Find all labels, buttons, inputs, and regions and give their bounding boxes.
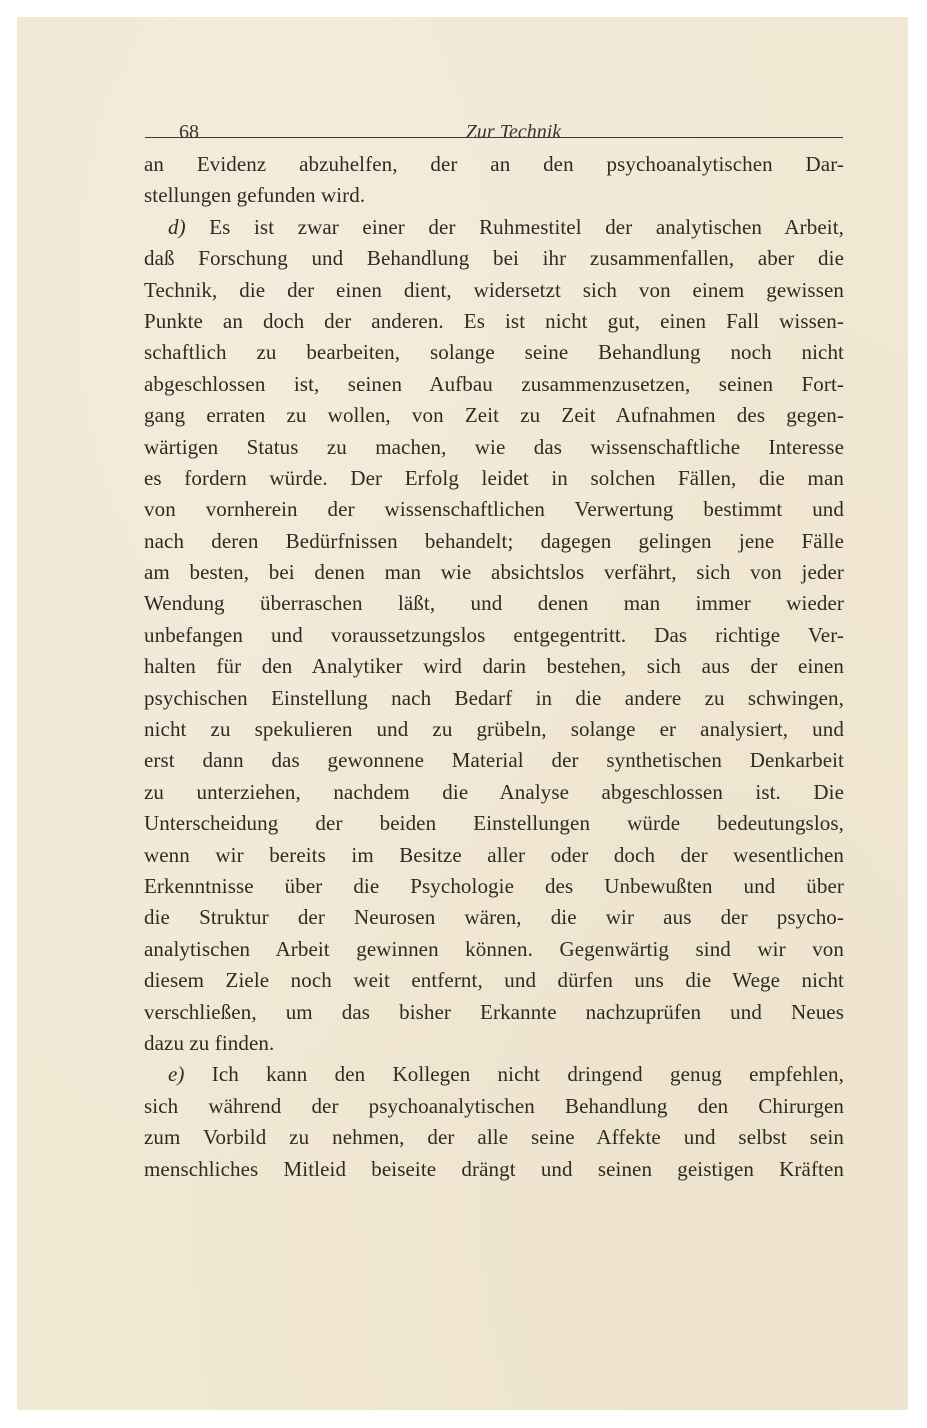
text-line: an Evidenz abzuhelfen, der an den psychoanalytischen Dar- bbox=[144, 152, 844, 176]
text-line: verschließen, um das bisher Erkannte nachzuprüfen und Neues bbox=[144, 999, 844, 1024]
paragraph-e bbox=[144, 1059, 844, 1185]
paragraph-label: e) bbox=[168, 1062, 185, 1087]
running-title: Zur Technik bbox=[465, 121, 562, 143]
text-line: diesem Ziele noch weit entfernt, und dürfen uns die Wege nicht bbox=[144, 968, 844, 993]
text-line: Erkenntnisse über die Psychologie des Unbewußten und über bbox=[144, 873, 844, 898]
text-line: schaftlich zu bearbeiten, solange seine Behandlung noch nicht bbox=[144, 340, 844, 365]
running-head bbox=[167, 118, 860, 148]
text-line: nach deren Bedürfnissen behandelt; dagegen gelingen jene Fälle bbox=[144, 528, 844, 553]
text-line: Technik, die der einen dient, widersetzt sich von einem gewissen bbox=[144, 277, 844, 302]
text-line: unbefangen und voraussetzungslos entgegentritt. Das richtige Ver- bbox=[144, 622, 844, 647]
text-line: die Struktur der Neurosen wären, die wir aus der psycho- bbox=[144, 905, 844, 930]
header-rule bbox=[145, 137, 843, 138]
text-line: Punkte an doch der anderen. Es ist nicht gut, einen Fall wissen- bbox=[144, 308, 844, 333]
text-line bbox=[144, 212, 844, 243]
text-line: halten für den Analytiker wird darin bestehen, sich aus der einen bbox=[144, 654, 844, 679]
text-line: zum Vorbild zu nehmen, der alle seine Affekte und selbst sein bbox=[144, 1125, 844, 1150]
text-line: gang erraten zu wollen, von Zeit zu Zeit Aufnahmen des gegen- bbox=[144, 403, 844, 428]
text-line: wenn wir bereits im Besitze aller oder doch der wesentlichen bbox=[144, 842, 844, 867]
text-line: am besten, bei denen man wie absichtslos verfährt, sich von jeder bbox=[144, 560, 844, 585]
text-line: stellungen gefunden wird. bbox=[144, 183, 366, 208]
text-line: Unterscheidung der beiden Einstellungen würde bedeutungslos, bbox=[144, 811, 844, 836]
text-line-content: Es ist zwar einer der Ruhmestitel der analytischen Arbeit, bbox=[209, 214, 844, 239]
text-line: analytischen Arbeit gewinnen können. Gegenwärtig sind wir von bbox=[144, 936, 844, 961]
text-line: abgeschlossen ist, seinen Aufbau zusammenzusetzen, seinen Fort- bbox=[144, 371, 844, 396]
paragraph-label: d) bbox=[168, 214, 186, 239]
text-line: erst dann das gewonnene Material der synthetischen Denkarbeit bbox=[144, 748, 844, 773]
text-line: nicht zu spekulieren und zu grübeln, solange er analysiert, und bbox=[144, 717, 844, 742]
body-text bbox=[144, 149, 844, 1185]
text-line: psychischen Einstellung nach Bedarf in die andere zu schwingen, bbox=[144, 685, 844, 710]
text-line: wärtigen Status zu machen, wie das wissenschaftliche Interesse bbox=[144, 434, 844, 459]
text-line bbox=[144, 1059, 844, 1090]
text-line: es fordern würde. Der Erfolg leidet in solchen Fällen, die man bbox=[144, 465, 844, 490]
text-line: daß Forschung und Behandlung bei ihr zusammenfallen, aber die bbox=[144, 246, 844, 271]
paragraph-d bbox=[144, 212, 844, 1060]
page-number: 68 bbox=[179, 121, 199, 143]
text-line: menschliches Mitleid beiseite drängt und seinen geistigen Kräften bbox=[144, 1156, 844, 1181]
text-line: dazu zu finden. bbox=[144, 1030, 275, 1055]
text-line-content: Ich kann den Kollegen nicht dringend genug empfehlen, bbox=[211, 1062, 844, 1087]
paragraph-continuation bbox=[144, 149, 844, 212]
text-line: Wendung überraschen läßt, und denen man immer wieder bbox=[144, 591, 844, 616]
text-line: von vornherein der wissenschaftlichen Verwertung bestimmt und bbox=[144, 497, 844, 522]
text-line: zu unterziehen, nachdem die Analyse abgeschlossen ist. Die bbox=[144, 779, 844, 804]
text-line: sich während der psychoanalytischen Behandlung den Chirurgen bbox=[144, 1093, 844, 1118]
